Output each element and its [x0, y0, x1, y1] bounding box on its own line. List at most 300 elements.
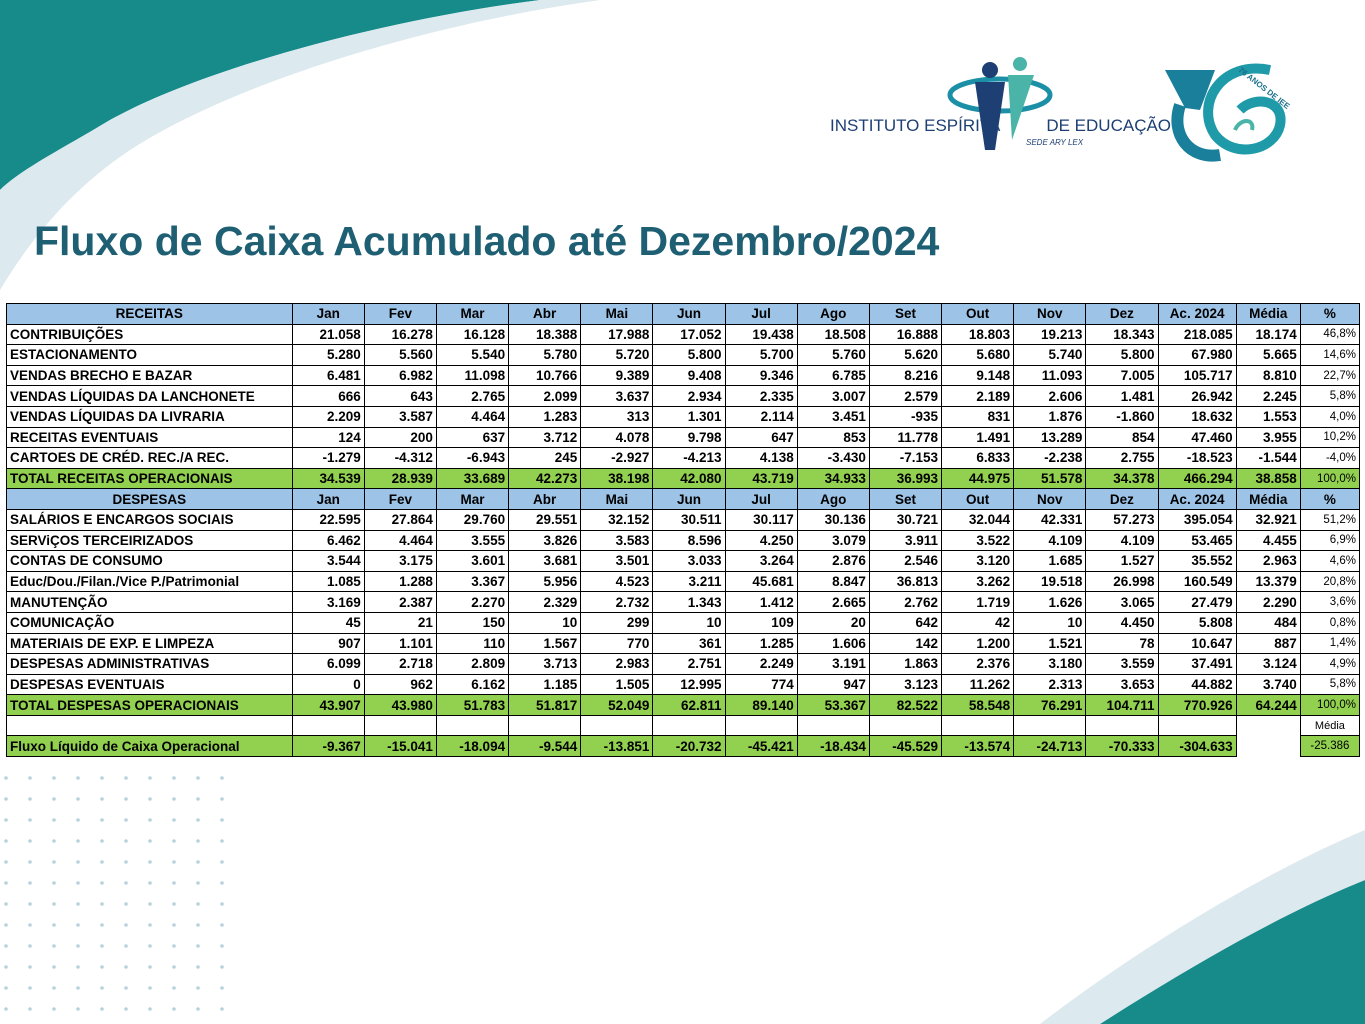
month-value: -18.434: [797, 736, 869, 757]
month-value: 3.175: [364, 551, 436, 572]
month-value: 76.291: [1014, 695, 1086, 716]
month-value: -13.574: [942, 736, 1014, 757]
net-cash-flow-row: [7, 736, 1360, 757]
month-value: 3.587: [364, 406, 436, 427]
row-label: COMUNICAÇÃO: [7, 612, 293, 633]
month-value: 4.523: [581, 571, 653, 592]
month-value: 11.262: [942, 674, 1014, 695]
month-value: 9.148: [942, 365, 1014, 386]
pct-value: 4,0%: [1300, 406, 1359, 427]
month-value: 36.993: [869, 468, 941, 489]
pct-header: %: [1300, 489, 1359, 510]
month-value: 13.289: [1014, 427, 1086, 448]
month-value: 637: [436, 427, 508, 448]
avg-value: 32.921: [1236, 509, 1300, 530]
month-header: Dez: [1086, 489, 1158, 510]
month-value: 10: [653, 612, 725, 633]
table-row: [7, 406, 1360, 427]
month-value: 1.085: [292, 571, 364, 592]
month-value: 53.367: [797, 695, 869, 716]
month-value: 2.876: [797, 551, 869, 572]
empty-cell: [1014, 715, 1086, 736]
section-header: DESPESAS: [7, 489, 293, 510]
month-value: 774: [725, 674, 797, 695]
month-value: 1.283: [509, 406, 581, 427]
avg-value: 4.455: [1236, 530, 1300, 551]
month-value: 4.464: [436, 406, 508, 427]
month-value: 1.527: [1086, 551, 1158, 572]
month-value: 44.975: [942, 468, 1014, 489]
month-value: 34.933: [797, 468, 869, 489]
month-value: 3.559: [1086, 654, 1158, 675]
acc-value: 395.054: [1158, 509, 1236, 530]
month-value: 313: [581, 406, 653, 427]
avg-header: Média: [1236, 304, 1300, 325]
month-header: Fev: [364, 304, 436, 325]
logo-left-text: INSTITUTO ESPÍRITA: [830, 116, 1001, 135]
month-value: 3.079: [797, 530, 869, 551]
month-value: 8.847: [797, 571, 869, 592]
month-value: 3.544: [292, 551, 364, 572]
month-value: 3.007: [797, 386, 869, 407]
month-value: 43.719: [725, 468, 797, 489]
month-value: 3.169: [292, 592, 364, 613]
month-header: Jan: [292, 304, 364, 325]
month-value: 3.713: [509, 654, 581, 675]
month-value: 8.596: [653, 530, 725, 551]
month-value: 666: [292, 386, 364, 407]
month-value: 5.680: [942, 345, 1014, 366]
month-value: 6.481: [292, 365, 364, 386]
month-value: 30.136: [797, 509, 869, 530]
month-value: 45.681: [725, 571, 797, 592]
month-value: 18.803: [942, 324, 1014, 345]
month-value: 104.711: [1086, 695, 1158, 716]
empty-cell: [653, 715, 725, 736]
table-row: [7, 345, 1360, 366]
month-value: 3.211: [653, 571, 725, 592]
month-value: 12.995: [653, 674, 725, 695]
month-value: 2.934: [653, 386, 725, 407]
month-value: 1.606: [797, 633, 869, 654]
month-value: 26.998: [1086, 571, 1158, 592]
month-value: 19.213: [1014, 324, 1086, 345]
pct-value: 4,6%: [1300, 551, 1359, 572]
row-label: SERViÇOS TERCEIRIZADOS: [7, 530, 293, 551]
avg-value: 3.740: [1236, 674, 1300, 695]
month-value: 3.264: [725, 551, 797, 572]
month-value: 11.778: [869, 427, 941, 448]
table-row: [7, 530, 1360, 551]
month-value: 4.250: [725, 530, 797, 551]
month-header: Nov: [1014, 489, 1086, 510]
month-value: 9.346: [725, 365, 797, 386]
month-value: 2.209: [292, 406, 364, 427]
month-value: 43.980: [364, 695, 436, 716]
empty-cell: [7, 715, 293, 736]
month-value: 51.817: [509, 695, 581, 716]
row-label: CONTAS DE CONSUMO: [7, 551, 293, 572]
month-value: 1.626: [1014, 592, 1086, 613]
month-value: 854: [1086, 427, 1158, 448]
month-value: 5.620: [869, 345, 941, 366]
month-value: 19.518: [1014, 571, 1086, 592]
month-value: 8.216: [869, 365, 941, 386]
empty-cell: [797, 715, 869, 736]
month-value: 5.780: [509, 345, 581, 366]
month-value: 2.765: [436, 386, 508, 407]
month-value: 2.329: [509, 592, 581, 613]
avg-value: 1.553: [1236, 406, 1300, 427]
month-value: 947: [797, 674, 869, 695]
month-header: Dez: [1086, 304, 1158, 325]
row-label: CONTRIBUIÇÕES: [7, 324, 293, 345]
month-value: 45: [292, 612, 364, 633]
month-value: 9.389: [581, 365, 653, 386]
month-value: 57.273: [1086, 509, 1158, 530]
month-value: 30.511: [653, 509, 725, 530]
month-value: 647: [725, 427, 797, 448]
month-value: 2.718: [364, 654, 436, 675]
table-row: [7, 654, 1360, 675]
total-row: [7, 468, 1360, 489]
month-value: 3.451: [797, 406, 869, 427]
month-value: 62.811: [653, 695, 725, 716]
avg-value: 5.665: [1236, 345, 1300, 366]
month-value: 853: [797, 427, 869, 448]
month-value: 58.548: [942, 695, 1014, 716]
month-value: 20: [797, 612, 869, 633]
month-value: 1.200: [942, 633, 1014, 654]
month-header: Mai: [581, 489, 653, 510]
month-value: 2.732: [581, 592, 653, 613]
month-value: 2.313: [1014, 674, 1086, 695]
avg-value: 2.963: [1236, 551, 1300, 572]
month-value: 3.065: [1086, 592, 1158, 613]
month-header: Ago: [797, 489, 869, 510]
month-header: Out: [942, 304, 1014, 325]
empty-cell: [1236, 736, 1300, 757]
month-value: -20.732: [653, 736, 725, 757]
month-value: 18.388: [509, 324, 581, 345]
month-value: 1.101: [364, 633, 436, 654]
table-row: [7, 592, 1360, 613]
row-label: Educ/Dou./Filan./Vice P./Patrimonial: [7, 571, 293, 592]
month-value: 5.760: [797, 345, 869, 366]
pct-value: 20,8%: [1300, 571, 1359, 592]
month-value: 2.809: [436, 654, 508, 675]
acc-header: Ac. 2024: [1158, 489, 1236, 510]
logo-figure-icon: [950, 57, 1050, 150]
acc-value: 35.552: [1158, 551, 1236, 572]
acc-value: 53.465: [1158, 530, 1236, 551]
avg-value: 8.810: [1236, 365, 1300, 386]
month-value: 110: [436, 633, 508, 654]
month-value: 28.939: [364, 468, 436, 489]
month-value: 150: [436, 612, 508, 633]
month-value: 42.273: [509, 468, 581, 489]
month-value: 6.833: [942, 448, 1014, 469]
avg-value: 3.955: [1236, 427, 1300, 448]
month-value: 1.491: [942, 427, 1014, 448]
empty-cell: [1236, 715, 1300, 736]
month-value: 42.331: [1014, 509, 1086, 530]
month-value: 3.522: [942, 530, 1014, 551]
month-value: 3.911: [869, 530, 941, 551]
month-value: 1.481: [1086, 386, 1158, 407]
month-value: 10: [1014, 612, 1086, 633]
table-row: [7, 386, 1360, 407]
pct-value: 5,8%: [1300, 386, 1359, 407]
month-value: 1.412: [725, 592, 797, 613]
cash-flow-table: [6, 303, 1360, 757]
month-value: 2.665: [797, 592, 869, 613]
month-value: 1.285: [725, 633, 797, 654]
acc-value: 47.460: [1158, 427, 1236, 448]
month-value: 2.099: [509, 386, 581, 407]
month-value: -24.713: [1014, 736, 1086, 757]
month-value: 2.546: [869, 551, 941, 572]
month-value: -7.153: [869, 448, 941, 469]
pct-value: 10,2%: [1300, 427, 1359, 448]
month-value: 907: [292, 633, 364, 654]
month-value: 124: [292, 427, 364, 448]
month-value: 3.712: [509, 427, 581, 448]
month-header: Mar: [436, 304, 508, 325]
month-value: 11.098: [436, 365, 508, 386]
month-value: -15.041: [364, 736, 436, 757]
month-header: Ago: [797, 304, 869, 325]
month-value: 5.560: [364, 345, 436, 366]
empty-cell: [942, 715, 1014, 736]
month-value: -45.421: [725, 736, 797, 757]
month-header: Mai: [581, 304, 653, 325]
month-value: 16.278: [364, 324, 436, 345]
pct-value: 100,0%: [1300, 468, 1359, 489]
row-label: VENDAS BRECHO E BAZAR: [7, 365, 293, 386]
month-value: 2.755: [1086, 448, 1158, 469]
avg-value: 2.245: [1236, 386, 1300, 407]
row-label: VENDAS LÍQUIDAS DA LIVRARIA: [7, 406, 293, 427]
empty-cell: [1158, 715, 1236, 736]
month-value: -1.279: [292, 448, 364, 469]
anniversary-text: 76 ANOS DE IEE: [1236, 65, 1292, 111]
acc-value: 37.491: [1158, 654, 1236, 675]
month-value: 3.601: [436, 551, 508, 572]
avg-value: 38.858: [1236, 468, 1300, 489]
empty-cell: [1086, 715, 1158, 736]
month-value: 361: [653, 633, 725, 654]
avg-value: 3.124: [1236, 654, 1300, 675]
month-value: -9.367: [292, 736, 364, 757]
month-header: Abr: [509, 304, 581, 325]
despesas-header-row: [7, 489, 1360, 510]
month-value: 0: [292, 674, 364, 695]
month-value: -2.238: [1014, 448, 1086, 469]
row-label: TOTAL DESPESAS OPERACIONAIS: [7, 695, 293, 716]
month-value: 4.464: [364, 530, 436, 551]
month-value: 16.128: [436, 324, 508, 345]
month-value: 770: [581, 633, 653, 654]
month-value: 1.876: [1014, 406, 1086, 427]
month-header: Out: [942, 489, 1014, 510]
month-header: Set: [869, 304, 941, 325]
avg-value: 484: [1236, 612, 1300, 633]
acc-value: 10.647: [1158, 633, 1236, 654]
month-value: 2.983: [581, 654, 653, 675]
month-value: 2.249: [725, 654, 797, 675]
month-value: 43.907: [292, 695, 364, 716]
month-header: Jun: [653, 489, 725, 510]
month-value: 5.956: [509, 571, 581, 592]
month-header: Nov: [1014, 304, 1086, 325]
month-value: 3.826: [509, 530, 581, 551]
row-label: Fluxo Líquido de Caixa Operacional: [7, 736, 293, 757]
month-value: 5.800: [1086, 345, 1158, 366]
month-value: 3.123: [869, 674, 941, 695]
month-value: -18.094: [436, 736, 508, 757]
avg-value: 18.174: [1236, 324, 1300, 345]
receitas-header-row: [7, 304, 1360, 325]
pct-value: 46,8%: [1300, 324, 1359, 345]
month-value: 5.540: [436, 345, 508, 366]
month-value: 6.785: [797, 365, 869, 386]
acc-header: Ac. 2024: [1158, 304, 1236, 325]
month-value: 89.140: [725, 695, 797, 716]
month-value: 831: [942, 406, 1014, 427]
pct-header: %: [1300, 304, 1359, 325]
acc-value: 27.479: [1158, 592, 1236, 613]
media-label: Média: [1300, 715, 1359, 736]
row-label: CARTOES DE CRÉD. REC./A REC.: [7, 448, 293, 469]
month-value: 51.578: [1014, 468, 1086, 489]
month-value: 10: [509, 612, 581, 633]
month-value: -1.860: [1086, 406, 1158, 427]
table-row: [7, 633, 1360, 654]
avg-value: 13.379: [1236, 571, 1300, 592]
month-value: 4.109: [1086, 530, 1158, 551]
dot-pattern: [4, 776, 224, 1011]
empty-cell: [869, 715, 941, 736]
month-value: 5.800: [653, 345, 725, 366]
acc-value: -304.633: [1158, 736, 1236, 757]
month-header: Jan: [292, 489, 364, 510]
avg-value: 887: [1236, 633, 1300, 654]
pct-value: 14,6%: [1300, 345, 1359, 366]
month-value: -3.430: [797, 448, 869, 469]
month-header: Mar: [436, 489, 508, 510]
acc-value: 44.882: [1158, 674, 1236, 695]
pct-value: 0,8%: [1300, 612, 1359, 633]
table-row: [7, 571, 1360, 592]
month-value: 38.198: [581, 468, 653, 489]
month-value: 3.653: [1086, 674, 1158, 695]
month-value: 2.751: [653, 654, 725, 675]
month-value: 17.052: [653, 324, 725, 345]
month-value: 962: [364, 674, 436, 695]
month-value: 4.450: [1086, 612, 1158, 633]
month-header: Jul: [725, 304, 797, 325]
month-value: -935: [869, 406, 941, 427]
logo-sub-text: SEDE ARY LEX: [1026, 138, 1084, 147]
month-value: 109: [725, 612, 797, 633]
month-value: 9.408: [653, 365, 725, 386]
empty-cell: [509, 715, 581, 736]
month-value: 82.522: [869, 695, 941, 716]
acc-value: 770.926: [1158, 695, 1236, 716]
month-header: Jun: [653, 304, 725, 325]
table-row: [7, 612, 1360, 633]
avg-header: Média: [1236, 489, 1300, 510]
month-value: 142: [869, 633, 941, 654]
month-value: 3.262: [942, 571, 1014, 592]
table-row: [7, 427, 1360, 448]
month-value: 21: [364, 612, 436, 633]
media-value: -25.386: [1300, 736, 1359, 757]
acc-value: 218.085: [1158, 324, 1236, 345]
month-value: 34.378: [1086, 468, 1158, 489]
month-value: 42: [942, 612, 1014, 633]
avg-value: 64.244: [1236, 695, 1300, 716]
month-value: -4.312: [364, 448, 436, 469]
row-label: MANUTENÇÃO: [7, 592, 293, 613]
month-value: 32.044: [942, 509, 1014, 530]
month-value: -4.213: [653, 448, 725, 469]
month-value: 10.766: [509, 365, 581, 386]
month-value: -70.333: [1086, 736, 1158, 757]
pct-value: 100,0%: [1300, 695, 1359, 716]
month-value: 36.813: [869, 571, 941, 592]
empty-cell: [725, 715, 797, 736]
month-value: 33.689: [436, 468, 508, 489]
month-value: 5.700: [725, 345, 797, 366]
empty-cell: [436, 715, 508, 736]
month-value: 6.982: [364, 365, 436, 386]
month-value: 1.567: [509, 633, 581, 654]
pct-value: 4,9%: [1300, 654, 1359, 675]
month-value: 1.685: [1014, 551, 1086, 572]
table-row: [7, 365, 1360, 386]
month-value: 32.152: [581, 509, 653, 530]
row-label: ESTACIONAMENTO: [7, 345, 293, 366]
month-value: 21.058: [292, 324, 364, 345]
month-value: 6.162: [436, 674, 508, 695]
row-label: RECEITAS EVENTUAIS: [7, 427, 293, 448]
month-value: 1.863: [869, 654, 941, 675]
pct-value: -4,0%: [1300, 448, 1359, 469]
month-value: 2.762: [869, 592, 941, 613]
empty-cell: [581, 715, 653, 736]
month-value: 245: [509, 448, 581, 469]
pct-value: 51,2%: [1300, 509, 1359, 530]
month-header: Abr: [509, 489, 581, 510]
acc-value: 160.549: [1158, 571, 1236, 592]
month-value: 1.719: [942, 592, 1014, 613]
month-value: 3.501: [581, 551, 653, 572]
month-value: 1.301: [653, 406, 725, 427]
total-row: [7, 695, 1360, 716]
acc-value: -18.523: [1158, 448, 1236, 469]
month-value: -45.529: [869, 736, 941, 757]
acc-value: 466.294: [1158, 468, 1236, 489]
month-value: 34.539: [292, 468, 364, 489]
month-value: 642: [869, 612, 941, 633]
row-label: VENDAS LÍQUIDAS DA LANCHONETE: [7, 386, 293, 407]
month-value: 3.033: [653, 551, 725, 572]
pct-value: 1,4%: [1300, 633, 1359, 654]
month-value: 52.049: [581, 695, 653, 716]
month-value: 299: [581, 612, 653, 633]
